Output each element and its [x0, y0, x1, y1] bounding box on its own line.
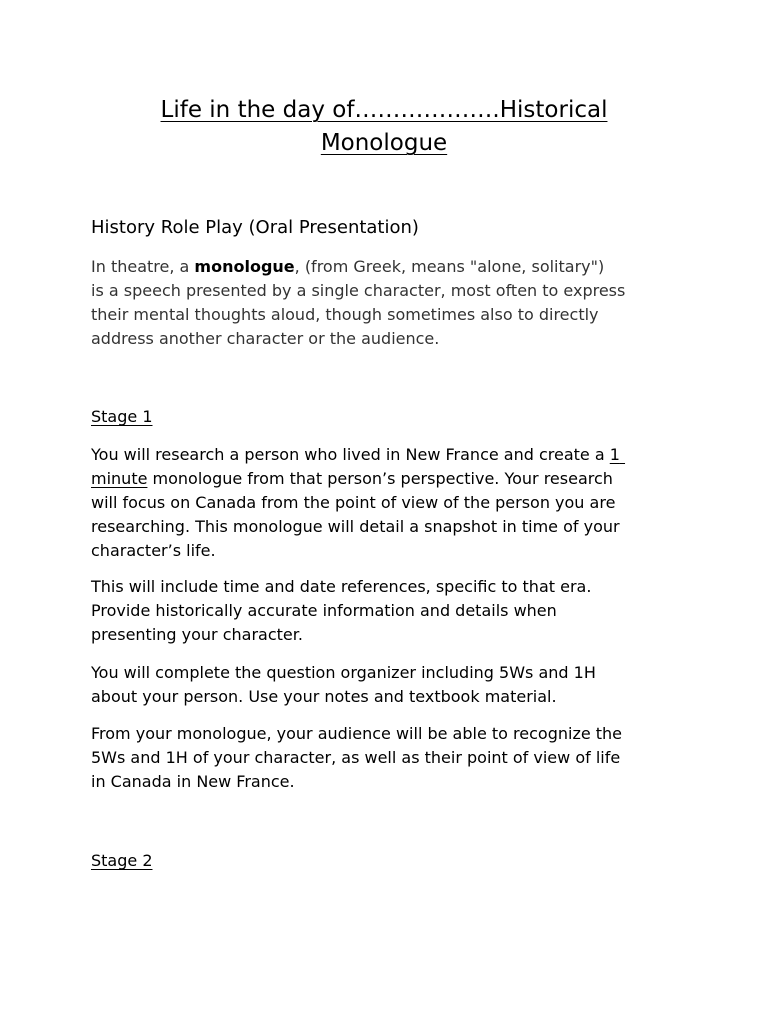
stage-1-paragraph-3 — [91, 661, 691, 709]
one-minute-emphasis-part-1: 1 — [609, 445, 620, 464]
p1-line-3: will focus on Canada from the point of view of the person you are — [91, 493, 616, 512]
p2-line-1: This will include time and date references, specific to that era. — [91, 577, 592, 596]
intro-text-after: , (from Greek, means "alone, solitary") — [294, 257, 605, 276]
p4-line-2: 5Ws and 1H of your character, as well as their point of view of life — [91, 748, 621, 767]
p3-line-1: You will complete the question organizer including 5Ws and 1H — [91, 663, 596, 682]
intro-line-3: their mental thoughts aloud, though sometimes also to directly — [91, 305, 599, 324]
intro-paragraph — [91, 255, 691, 351]
stage-1-paragraph-4 — [91, 722, 691, 794]
one-minute-emphasis-part-2: minute — [91, 469, 148, 488]
intro-text-before: In theatre, a — [91, 257, 195, 276]
monologue-term: monologue — [194, 257, 295, 276]
p1-line-2 — [91, 467, 691, 491]
p4-line-3: in Canada in New France. — [91, 772, 295, 791]
intro-line-4: address another character or the audience. — [91, 329, 440, 348]
p4-line-1: From your monologue, your audience will be able to recognize the — [91, 724, 623, 743]
intro-line-2: is a speech presented by a single character, most often to express — [91, 281, 626, 300]
stage-1-heading: Stage 1 — [91, 407, 153, 426]
p2-line-2: Provide historically accurate information and details when — [91, 601, 557, 620]
p1-line-2-rest: monologue from that person’s perspective. Your research — [147, 469, 613, 488]
underline-trailing-space — [620, 445, 625, 464]
title-line-2: Monologue — [320, 130, 448, 156]
stage-1-paragraph-1 — [91, 443, 691, 563]
section-subheading: History Role Play (Oral Presentation) — [91, 217, 419, 238]
document-title — [90, 94, 678, 160]
p1-line-1 — [91, 443, 691, 467]
p1-text-before: You will research a person who lived in New France and create a — [91, 445, 610, 464]
intro-line-1 — [91, 255, 691, 279]
title-line-1: Life in the day of……………….Historical — [160, 97, 608, 123]
p3-line-2: about your person. Use your notes and textbook material. — [91, 687, 557, 706]
p1-line-4: researching. This monologue will detail a snapshot in time of your — [91, 517, 620, 536]
stage-2-heading: Stage 2 — [91, 851, 153, 870]
p2-line-3: presenting your character. — [91, 625, 303, 644]
p1-line-5: character’s life. — [91, 541, 216, 560]
stage-1-paragraph-2 — [91, 575, 691, 647]
